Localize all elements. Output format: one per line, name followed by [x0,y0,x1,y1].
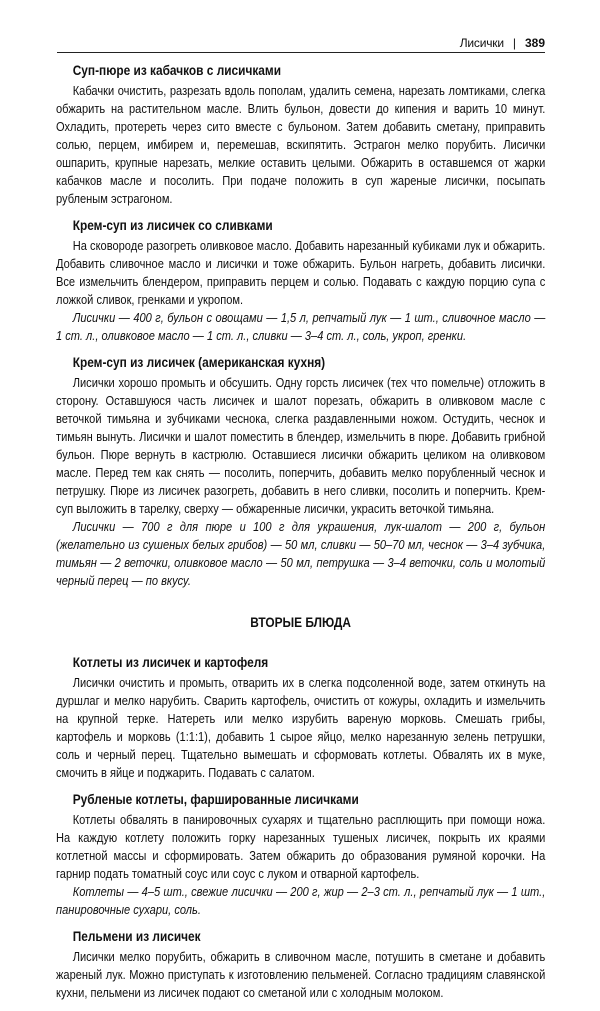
recipe-stuffed-cutlets [56,791,545,919]
header-section-title: Лисички [459,36,504,50]
recipe-body: На сковороде разогреть оливковое масло. Добавить нарезанный кубиками лук и обжарить. Добавить сливочное масло и лисички и тоже обжарить. Бульон нагреть, добавить лисички. Все измельчить блендером, приправить перцем и солью. Подавать с каждую порцию супа с ложкой сливок, гренками и укропом. [56,239,546,307]
recipe-ingredients: Котлеты — 4–5 шт., свежие лисички — 200 г, жир — 2–3 ст. л., репчатый лук — 1 шт., панировочные сухари, соль. [56,885,546,917]
recipe-zucchini-soup [56,62,545,208]
chapter-title: ВТОРЫЕ БЛЮДА [250,615,351,630]
recipe-title: Суп-пюре из кабачков с лисичками [72,63,281,78]
recipe-ingredients: Лисички — 400 г, бульон с овощами — 1,5 л, репчатый лук — 1 шт., сливочное масло — 1 ст. л., оливковое масло — 1 ст. л., сливки — 3–4 ст. л., соль, укроп, гренки. [56,311,546,343]
recipe-title: Крем-суп из лисичек (американская кухня) [72,355,326,370]
recipe-title: Пельмени из лисичек [72,929,201,944]
recipe-pelmeni [56,928,545,1002]
recipe-potato-cutlets [56,654,545,782]
page-number: 389 [524,36,545,50]
recipe-title: Рубленые котлеты, фаршированные лисичками [72,792,359,807]
recipe-title: Крем-суп из лисичек со сливками [72,218,273,233]
recipe-body: Лисички очистить и промыть, отварить их в слегка подсоленной воде, затем откинуть на дуршлаг и мелко нарубить. Сварить картофель, очистить от кожуры, охладить и измельчить на крупной терке. Натереть или мелко изрубить вареную морковь. Смешать грибы, картофель и морковь (1:1:1), добавить 1 сырое яйцо, мелко нарезанную зелень петрушки, соль и черный перец. Тщательно вымешать и сформовать котлеты. Обвалять их в муке, смочить в яйце и поджарить. Подавать с салатом. [56,676,546,780]
header-separator: | [512,36,516,50]
recipe-body: Лисички мелко порубить, обжарить в сливочном масле, потушить в сметане и добавить жареный лук. Можно приступать к изготовлению пельменей. Согласно традициям славянской кухни, пельмени из лисичек подают со сметаной или с холодным молоком. [56,950,546,1000]
recipe-american-cream-soup [56,354,545,590]
page-content [56,62,545,1011]
header-text [460,36,545,50]
recipe-ingredients: Лисички — 700 г для пюре и 100 г для украшения, лук-шалот — 200 г, бульон (желательно из сушеных белых грибов) — 50 мл, сливки — 50–70 мл, чеснок — 3–4 зубчика, тимьян — 2 веточки, оливковое масло — 50 мл, петрушка — 3–4 веточки, соль и молотый черный перец — по вкусу. [56,520,546,588]
recipe-cream-soup [56,217,545,345]
recipe-body: Котлеты обвалять в панировочных сухарях и тщательно расплющить при помощи ножа. На каждую котлету положить горку нарезанных тушеных лисичек, покрыть их краями котлетной массы и сформировать. Затем обжарить до образования румяной корочки. На гарнир подать томатный соус или соус с луком и отварной картофель. [56,813,546,881]
running-header [57,36,545,53]
recipe-body: Кабачки очистить, разрезать вдоль пополам, удалить семена, нарезать ломтиками, слегка обжарить на растительном масле. Влить бульон, довести до кипения и варить 10 минут. Охладить, протереть через сито вместе с бульоном. Затем добавить сметану, приправить солью, перцем, имбирем и, перемешав, вскипятить. Эстрагон мелко порубить. Лисички ошпарить, крупные нарезать, мелкие оставить целыми. Обжарить в оставшемся от жарки кабачков масле и посолить. При подаче положить в суп жареные лисички, посыпать рубленым эстрагоном. [56,84,546,206]
recipe-body: Лисички хорошо промыть и обсушить. Одну горсть лисичек (тех что помельче) отложить в сторону. Оставшуюся часть лисичек и шалот порезать, обжарить в оливковом масле с веточкой тимьяна и зубчиками чеснока, слегка раздавленными ножом. Остудить, чеснок и тимьян вынуть. Лисички и шалот поместить в блендер, измельчить в пюре. Добавить грибной бульон. Пюре вернуть в кастрюлю. Оставшиеся лисички обжарить целиком на оливковом масле. Перед тем как снять — посолить, поперчить, добавить мелко порубленный чеснок и петрушку. Пюре из лисичек разогреть, добавить в него сливки, посолить и поперчить. Крем-суп выложить в тарелку, сверху — обжаренные лисички, украсить веточкой тимьяна. [56,376,546,516]
recipe-title: Котлеты из лисичек и картофеля [72,655,269,670]
